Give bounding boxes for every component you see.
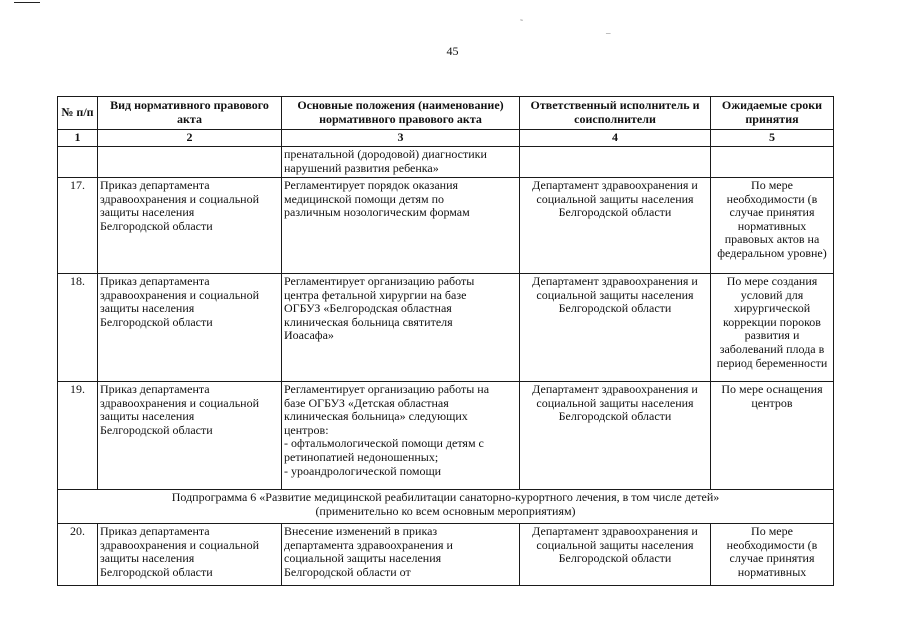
table-row — [58, 382, 834, 490]
row-act-type: Приказ департамента здравоохранения и социальной защиты населения Белгородской области — [98, 524, 282, 586]
row-executor: Департамент здравоохранения и социальной защиты населения Белгородской области — [520, 274, 711, 382]
row-act-type: Приказ департамента здравоохранения и социальной защиты населения Белгородской области — [98, 274, 282, 382]
legal-acts-table — [57, 96, 834, 586]
row-number: 20. — [58, 524, 98, 586]
subprogram-title: Подпрограмма 6 «Развитие медицинской реабилитации санаторно-курортного лечения, в том числе детей» (применительно ко всем основным мероприятиям) — [58, 490, 834, 524]
row-executor: Департамент здравоохранения и социальной защиты населения Белгородской области — [520, 178, 711, 274]
header-number: № п/п — [58, 97, 98, 130]
scan-speck: ‒ — [606, 28, 611, 38]
row-number: 17. — [58, 178, 98, 274]
header-term: Ожидаемые сроки принятия — [711, 97, 834, 130]
row-term: По мере необходимости (в случае принятия нормативных правовых актов на федеральном уровне) — [711, 178, 834, 274]
subprogram-row — [58, 490, 834, 524]
column-number: 4 — [520, 130, 711, 147]
page-number: 45 — [446, 44, 459, 58]
table-row — [58, 178, 834, 274]
row-content: Регламентирует организацию работы центра фетальной хирургии на базе ОГБУЗ «Белгородская областная клиническая больница святителя Иоасафа» — [282, 274, 520, 382]
row-content: пренатальной (дородовой) диагностики нарушений развития ребенка» — [282, 147, 520, 178]
row-content: Внесение изменений в приказ департамента здравоохранения и социальной защиты населения Белгородской области от — [282, 524, 520, 586]
table-header-row — [58, 97, 834, 130]
row-act-type: Приказ департамента здравоохранения и социальной защиты населения Белгородской области — [98, 382, 282, 490]
row-executor: Департамент здравоохранения и социальной защиты населения Белгородской области — [520, 524, 711, 586]
row-term: По мере создания условий для хирургической коррекции пороков развития и заболеваний плода в период беременности — [711, 274, 834, 382]
row-number: 18. — [58, 274, 98, 382]
column-numbers-row — [58, 130, 834, 147]
scan-edge — [14, 2, 40, 3]
row-content: Регламентирует организацию работы на базе ОГБУЗ «Детская областная клиническая больница» следующих центров: - офтальмологической помощи детям с ретинопатией недоношенных; - уроандрологической помощи — [282, 382, 520, 490]
row-term: По мере необходимости (в случае принятия нормативных — [711, 524, 834, 586]
column-number: 1 — [58, 130, 98, 147]
row-act-type: Приказ департамента здравоохранения и социальной защиты населения Белгородской области — [98, 178, 282, 274]
row-executor: Департамент здравоохранения и социальной защиты населения Белгородской области — [520, 382, 711, 490]
column-number: 5 — [711, 130, 834, 147]
row-number: 19. — [58, 382, 98, 490]
column-number: 2 — [98, 130, 282, 147]
row-content: Регламентирует порядок оказания медицинской помощи детям по различным нозологическим формам — [282, 178, 520, 274]
header-act-type: Вид нормативного правового акта — [98, 97, 282, 130]
row-term: По мере оснащения центров — [711, 382, 834, 490]
header-content: Основные положения (наименование) нормативного правового акта — [282, 97, 520, 130]
table-row — [58, 147, 834, 178]
column-number: 3 — [282, 130, 520, 147]
table-row — [58, 274, 834, 382]
scan-speck: ˜ — [520, 18, 523, 28]
header-executor: Ответственный исполнитель и соисполнители — [520, 97, 711, 130]
table-row — [58, 524, 834, 586]
